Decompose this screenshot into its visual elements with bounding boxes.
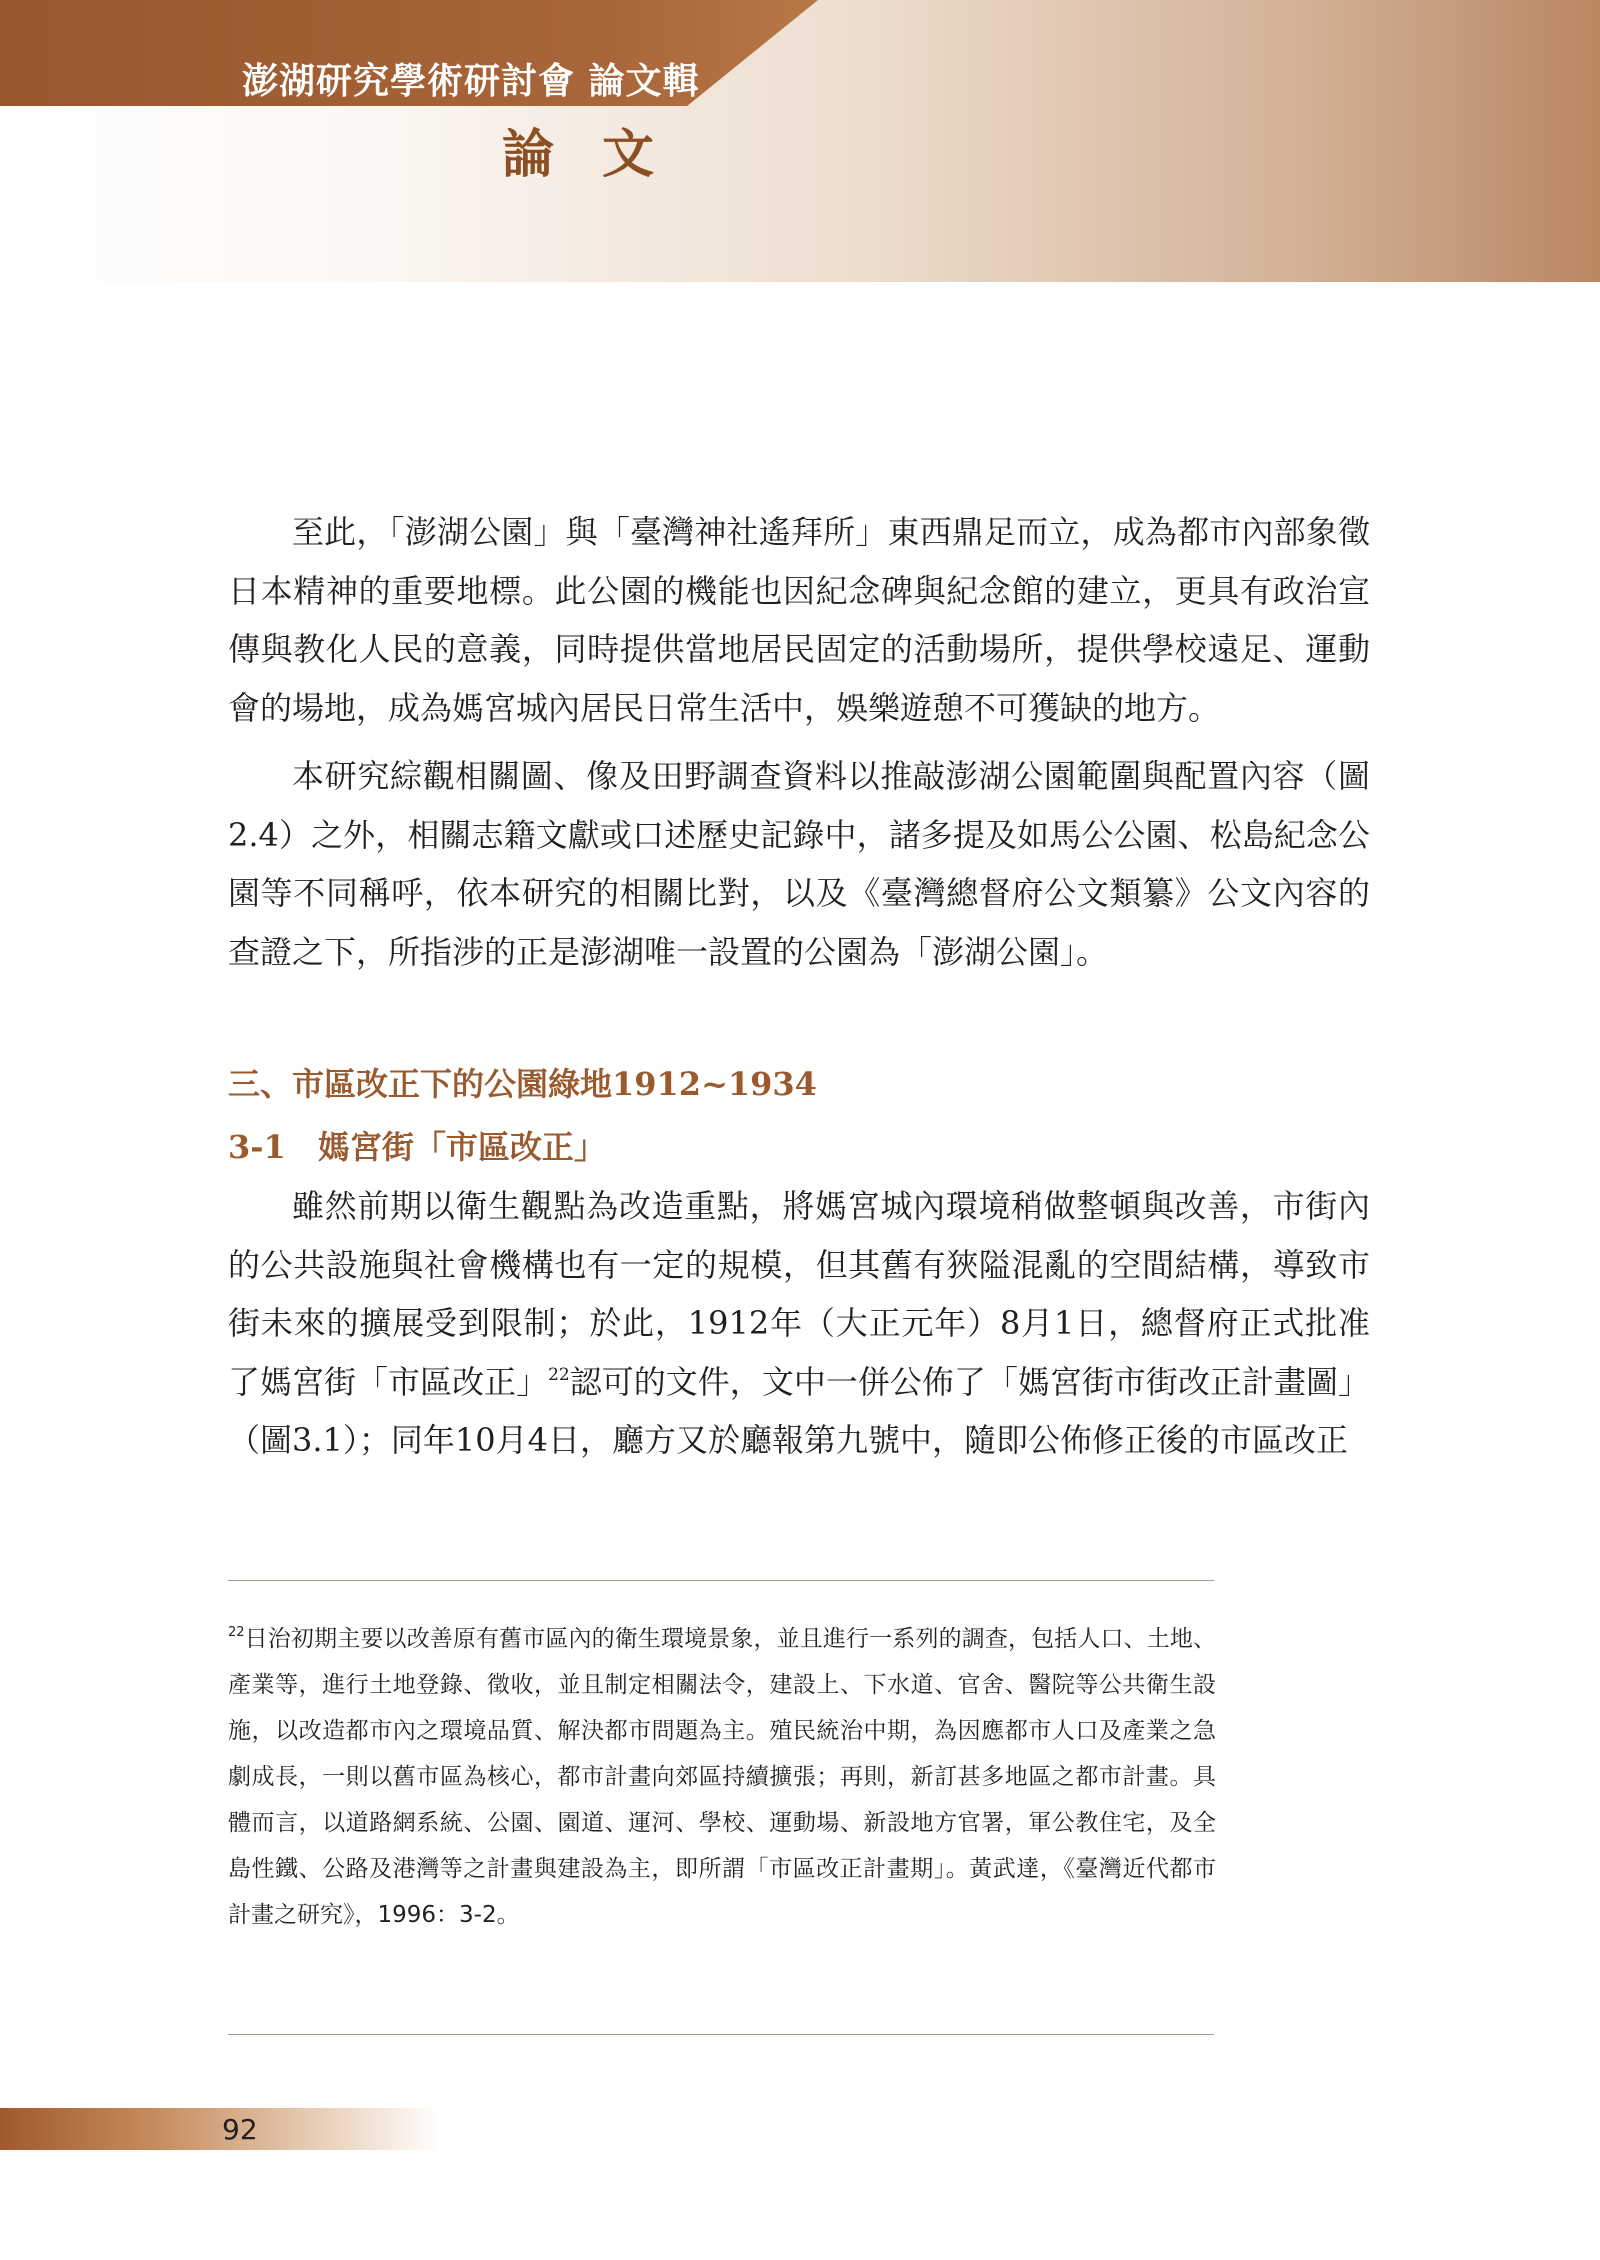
body-text-bottom [228, 1177, 1370, 1480]
section-label: 論文 [502, 124, 703, 185]
footnote-reference: 22 [548, 1364, 570, 1385]
subsection-heading: 3-1 媽宮街「市區改正」 [228, 1128, 606, 1166]
paragraph-3-text-a: 雖然前期以衛生觀點為改造重點，將媽宮城內環境稍做整頓與改善，市街內的公共設施與社會機構也有一定的規模，但其舊有狹隘混亂的空間結構，導致市街未來的擴展受到限制；於此，1912年（大正元年）8月1日，總督府正式批准了媽宮街「市區改正」 [228, 1187, 1370, 1401]
paragraph-1: 至此，「澎湖公園」與「臺灣神社遙拜所」東西鼎足而立，成為都市內部象徵日本精神的重要地標。此公園的機能也因紀念碑與紀念館的建立，更具有政治宣傳與教化人民的意義，同時提供當地居民固定的活動場所，提供學校遠足、運動會的場地，成為媽宮城內居民日常生活中，娛樂遊憩不可獲缺的地方。 [228, 513, 1370, 727]
footnote-text: 日治初期主要以改善原有舊市區內的衛生環境景象，並且進行一系列的調查，包括人口、土地、產業等，進行土地登錄、徵收，並且制定相關法令，建設上、下水道、官舍、醫院等公共衛生設施，以改造都市內之環境品質、解決都市問題為主。殖民統治中期，為因應都市人口及產業之急劇成長，一則以舊市區為核心，都市計畫向郊區持續擴張；再則，新訂甚多地區之都市計畫。具體而言，以道路網系統、公園、園道、運河、學校、運動場、新設地方官署，軍公教住宅，及全島性鐵、公路及港灣等之計畫與建設為主，即所謂「市區改正計畫期」。黃武達，《臺灣近代都市計畫之研究》，1996：3-2。 [228, 1626, 1216, 1928]
paragraph-2: 本研究綜觀相關圖、像及田野調查資料以推敲澎湖公園範圍與配置內容（圖2.4）之外，相關志籍文獻或口述歷史記錄中，諸多提及如馬公公園、松島紀念公園等不同稱呼，依本研究的相關比對，以及《臺灣總督府公文類纂》公文內容的查證之下，所指涉的正是澎湖唯一設置的公園為「澎湖公園」。 [228, 757, 1370, 971]
paragraph-3 [228, 1177, 1370, 1470]
paragraph-3-text-b: 認可的文件，文中一併公佈了「媽宮街市街改正計畫圖」（圖3.1）；同年10月4日，廳方又於廳報第九號中，隨即公佈修正後的市區改正 [228, 1362, 1370, 1459]
footnote [228, 1616, 1216, 1938]
body-text-top [228, 503, 1370, 991]
footnote-number: 22 [228, 1625, 245, 1640]
page-number: 92 [222, 2113, 258, 2146]
footnote-bottom-rule [228, 2034, 1214, 2035]
footnote-top-rule [228, 1580, 1214, 1581]
section-heading: 三、市區改正下的公園綠地1912~1934 [228, 1065, 817, 1103]
running-title: 澎湖研究學術研討會 論文輯 [242, 60, 700, 102]
footer-band [0, 2108, 440, 2150]
